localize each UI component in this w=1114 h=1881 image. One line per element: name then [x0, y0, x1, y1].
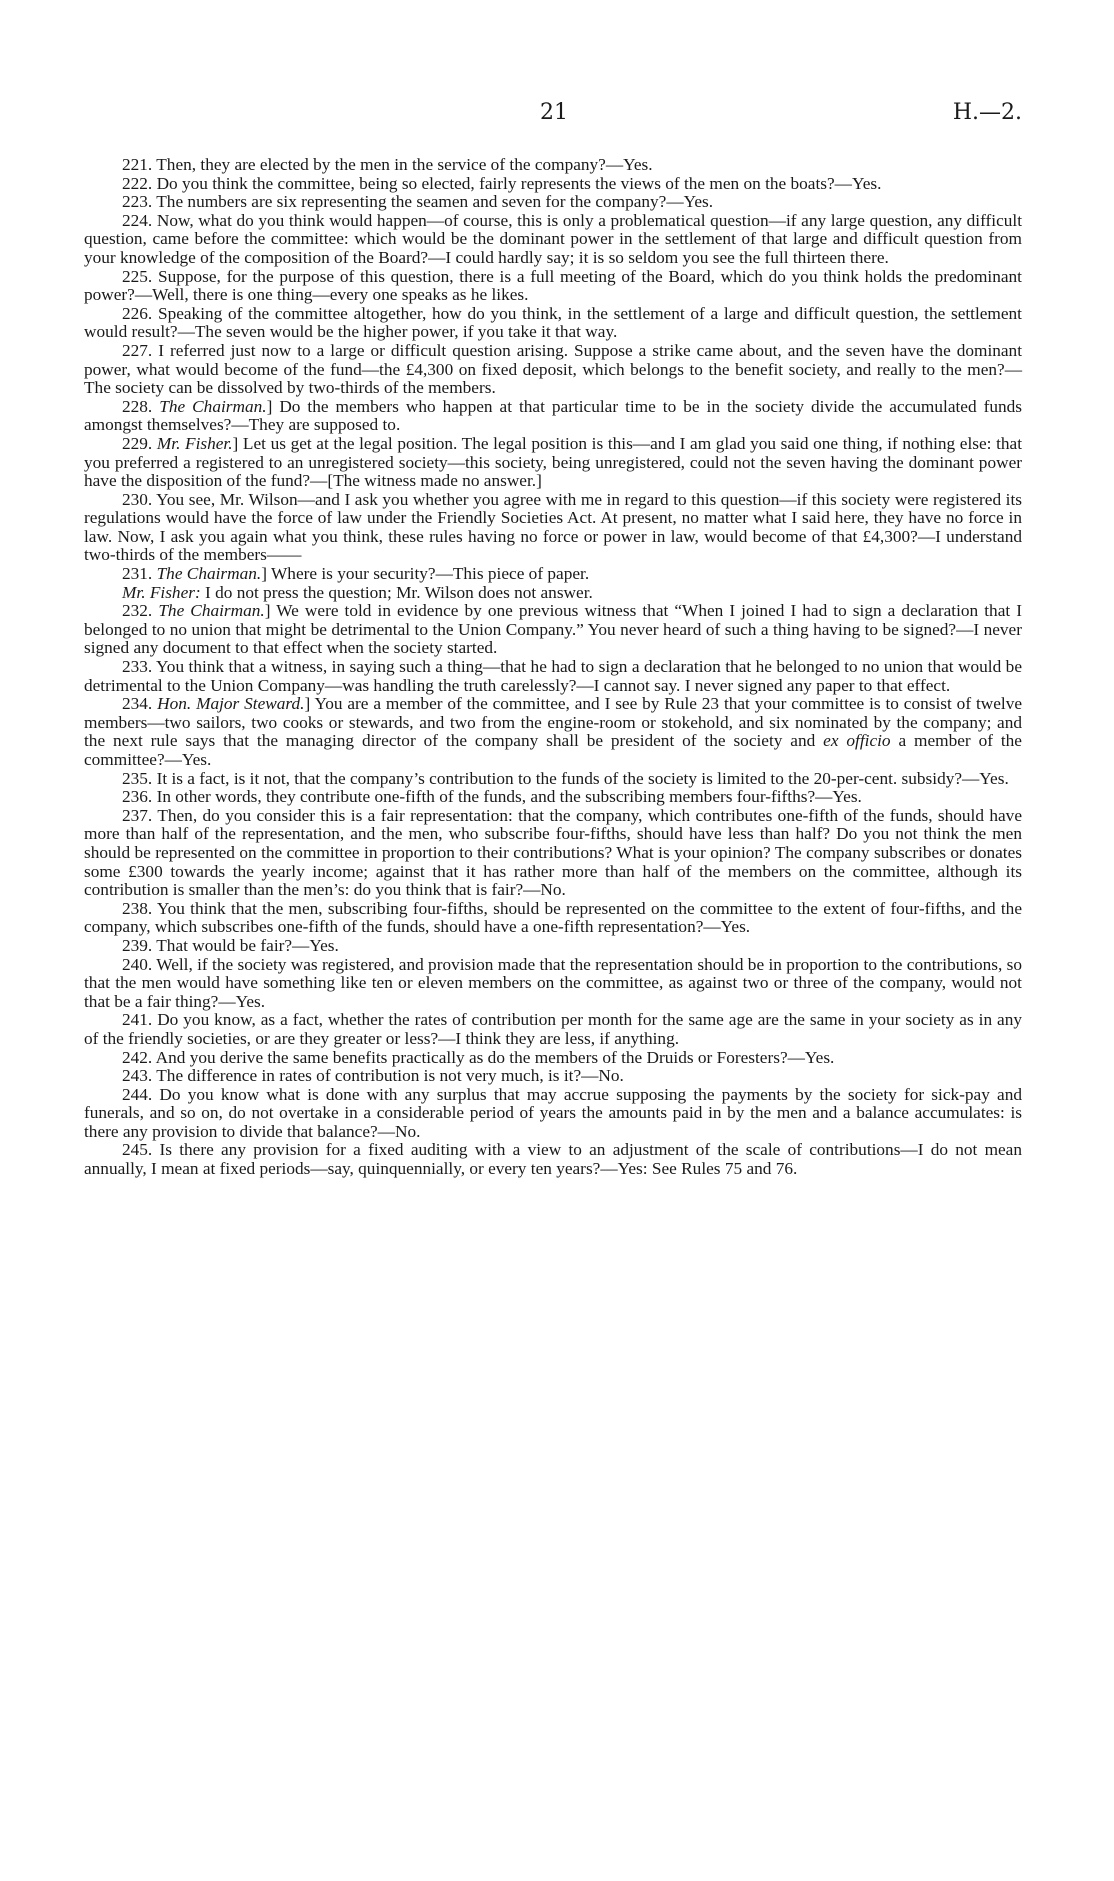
testimony-paragraph: [84, 435, 1022, 491]
paragraph-text: 233. You think that a witness, in saying such a thing—that he had to sign a declaration that he belonged to no union that would be detrimental to the Union Company—was handling the truth carelessly?—I cannot say. I never signed any paper to that effect.: [84, 657, 1022, 695]
testimony-paragraph: [84, 770, 1022, 789]
testimony-paragraph: [84, 584, 1022, 603]
paragraph-text: 237. Then, do you consider this is a fair representation: that the company, which contributes one-fifth of the funds, should have more than half of the representation, and the men, who subscribe four-fifths, should have less than half? Do you not think the men should be represented on the committee in proportion to their contributions? What is your opinion? The company subscribes or donates some £300 towards the yearly income; against that it has rather more than half of the members on the committee, although its contribution is smaller than the men’s: do you think that is fair?—No.: [84, 805, 1022, 900]
paragraph-text: 234.: [122, 694, 158, 714]
testimony-paragraph: [84, 807, 1022, 900]
testimony-paragraph: [84, 491, 1022, 565]
testimony-paragraph: [84, 565, 1022, 584]
italic-text: The Chairman.: [159, 396, 267, 416]
paragraph-text: 239. That would be fair?—Yes.: [122, 935, 339, 955]
testimony-paragraph: [84, 398, 1022, 435]
italic-text: ex officio: [823, 731, 891, 751]
testimony-paragraph: [84, 342, 1022, 398]
testimony-paragraph: [84, 937, 1022, 956]
testimony-paragraph: [84, 1049, 1022, 1068]
testimony-paragraph: [84, 175, 1022, 194]
testimony-paragraph: [84, 658, 1022, 695]
testimony-paragraph: [84, 788, 1022, 807]
paragraph-text: 227. I referred just now to a large or difficult question arising. Suppose a strike came about, and the seven have the dominant power, what would become of the fund—the £4,300 on fixed deposit, which belongs to the benefit society, and really to the men?—The society can be dissolved by two-thirds of the members.: [84, 340, 1022, 398]
testimony-paragraph: [84, 305, 1022, 342]
paragraph-text: 221. Then, they are elected by the men in the service of the company?—Yes.: [122, 155, 653, 174]
paragraph-text: 229.: [122, 433, 157, 453]
paragraph-text: 243. The difference in rates of contribution is not very much, is it?—No.: [122, 1066, 624, 1086]
testimony-paragraph: [84, 1067, 1022, 1086]
italic-text: The Chairman.: [156, 564, 262, 584]
paragraph-text: 235. It is a fact, is it not, that the company’s contribution to the funds of the society is limited to the 20-per-cent. subsidy?—Yes.: [122, 768, 1009, 788]
testimony-paragraph: [84, 1011, 1022, 1048]
paragraph-text: ] You are a member of the committee, and I see by Rule 23 that your committee is to consist of twelve members—two sailors, two cooks or stewards, and two from the engine-room or stokehold, and six nominated by the company; and the next rule says that the managing director of the company shall be president of the society and: [84, 694, 1023, 751]
italic-text: Mr. Fisher.: [156, 433, 233, 453]
paragraph-text: 244. Do you know what is done with any surplus that may accrue supposing the payments by the society for sick-pay and funerals, and so on, do not overtake in a considerable period of years the amounts paid in by the men and a balance accumulates: is there any provision to divide that balance?—No.: [84, 1084, 1022, 1141]
testimony-paragraph: [84, 900, 1022, 937]
page-number: 21: [540, 100, 568, 125]
paragraph-text: ] We were told in evidence by one previous witness that “When I joined I had to sign a declaration that I belonged to no union that might be detrimental to the Union Company.” You never heard of such a thing having to be signed?—I never signed any document to that effect when the society started.: [84, 601, 1022, 658]
testimony-paragraph: [84, 156, 1022, 175]
page-header: [0, 100, 1114, 134]
testimony-paragraph: [84, 1141, 1022, 1178]
paragraph-text: a member of the committee?—Yes.: [84, 731, 1022, 769]
paragraph-text: 228.: [122, 396, 160, 416]
paragraph-text: 226. Speaking of the committee altogether, how do you think, in the settlement of a large and difficult question, the settlement would result?—The seven would be the higher power, if you take it that way.: [84, 303, 1022, 342]
paragraph-text: 223. The numbers are six representing the seamen and seven for the company?—Yes.: [122, 192, 714, 212]
testimony-paragraph: [84, 212, 1022, 268]
paragraph-text: 236. In other words, they contribute one-fifth of the funds, and the subscribing members four-fifths?—Yes.: [122, 787, 862, 807]
paragraph-text: 230. You see, Mr. Wilson—and I ask you whether you agree with me in regard to this question—if this society were registered its regulations would have the force of law under the Friendly Societies Act. At present, no matter what I said here, they have no force in law. Now, I ask you again what you think, these rules having no force or power in law, would become of that £4,300?—I understand two-thirds of the members——: [84, 489, 1022, 565]
testimony-paragraph: [84, 268, 1022, 305]
paragraph-text: ] Let us get at the legal position. The legal position is this—and I am glad you said one thing, if nothing else: that you preferred a registered to an unregistered society—this society, being unregistered, could not the seven having the dominant power have the disposition of the fund?—[The witness made no answer.]: [84, 433, 1023, 491]
paragraph-text: 238. You think that the men, subscribing four-fifths, should be represented on the committee to the extent of four-fifths, and the company, which subscribes one-fifth of the funds, should have a one-fifth representation?—Yes.: [84, 898, 1022, 937]
testimony-paragraph: [84, 1086, 1022, 1142]
testimony-paragraph: [84, 602, 1022, 658]
document-reference: H.—2.: [952, 100, 1022, 125]
testimony-paragraph: [84, 956, 1022, 1012]
paragraph-text: I do not press the question; Mr. Wilson does not answer.: [200, 582, 593, 602]
paragraph-text: 245. Is there any provision for a fixed auditing with a view to an adjustment of the scale of contributions—I do not mean annually, I mean at fixed periods—say, quinquennially, or every ten years?—Yes: See Rules 75 and 76.: [84, 1140, 1022, 1179]
paragraph-text: 222. Do you think the committee, being so elected, fairly represents the views of the men on the boats?—Yes.: [122, 173, 882, 193]
testimony-paragraph: [84, 193, 1022, 212]
italic-text: Mr. Fisher:: [122, 582, 201, 602]
paragraph-text: 231.: [122, 564, 157, 584]
paragraph-text: 240. Well, if the society was registered, and provision made that the representation should be in proportion to the contributions, so that the men would have something like ten or eleven members on the committee, as against two or three of the company, would not that be a fair thing?—Yes.: [84, 954, 1022, 1011]
document-body: [84, 156, 1022, 1179]
paragraph-text: ] Where is your security?—This piece of paper.: [261, 564, 590, 584]
paragraph-text: ] Do the members who happen at that particular time to be in the society divide the accumulated funds amongst themselves?—They are supposed to.: [84, 396, 1022, 435]
paragraph-text: 241. Do you know, as a fact, whether the rates of contribution per month for the same age are the same in your society as in any of the friendly societies, or are they greater or less?—I think they are less, if anything.: [84, 1010, 1022, 1048]
paragraph-text: 224. Now, what do you think would happen—of course, this is only a problematical question—if any large question, any difficult question, came before the committee: which would be the dominant power in the settlement of that large and difficult question from your knowledge of the composition of the Board?—I could hardly say; it is so seldom you see the full thirteen there.: [84, 210, 1022, 267]
testimony-paragraph: [84, 695, 1022, 769]
paragraph-text: 225. Suppose, for the purpose of this question, there is a full meeting of the Board, which do you think holds the predominant power?—Well, there is one thing—every one speaks as he likes.: [84, 266, 1022, 305]
paragraph-text: 232.: [122, 601, 159, 621]
italic-text: The Chairman.: [158, 601, 265, 621]
paragraph-text: 242. And you derive the same benefits practically as do the members of the Druids or Foresters?—Yes.: [122, 1047, 835, 1067]
italic-text: Hon. Major Steward.: [157, 694, 305, 714]
